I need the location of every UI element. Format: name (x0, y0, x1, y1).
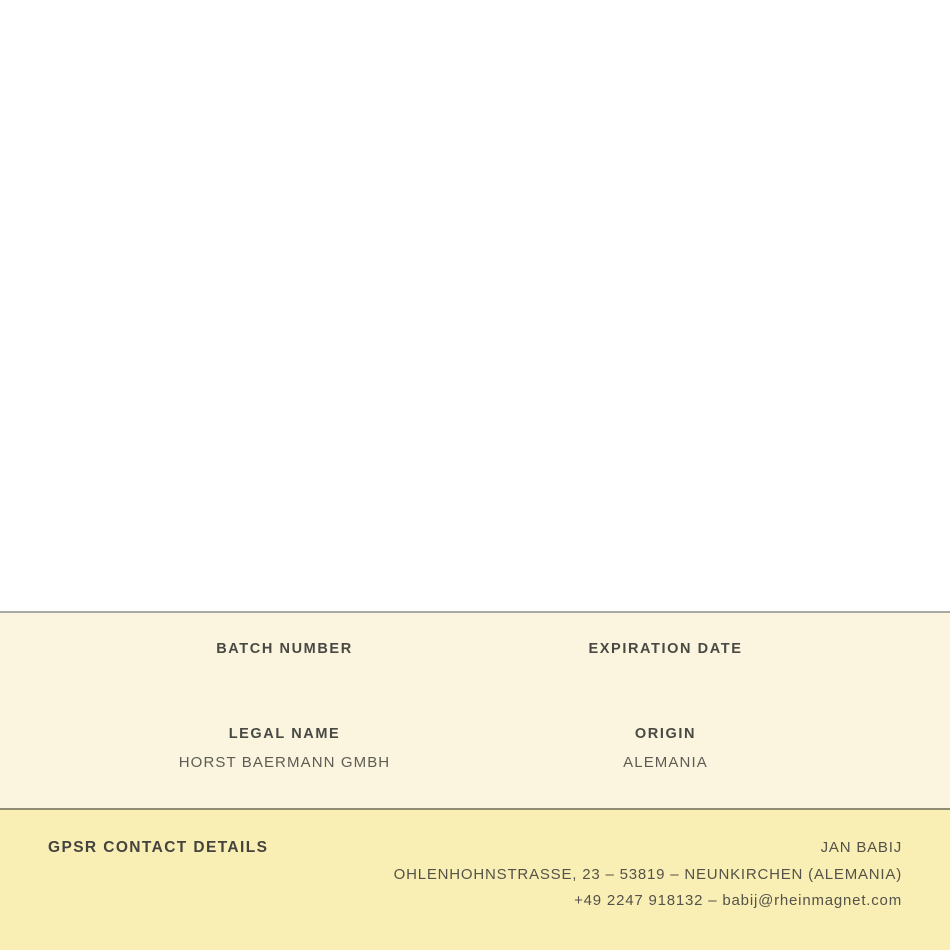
legal-name-label: LEGAL NAME (228, 726, 341, 742)
origin-label: ORIGIN (634, 726, 697, 742)
field-legal-name (94, 724, 475, 773)
batch-number-value (94, 668, 475, 688)
field-expiration-date (475, 639, 856, 688)
gpsr-contact-address: OHLENHOHNSTRASSE, 23 – 53819 – NEUNKIRCHEN (ALEMANIA) (393, 865, 902, 883)
field-batch-number (94, 639, 475, 688)
gpsr-contact-section (0, 808, 950, 950)
gpsr-contact-details (394, 835, 902, 915)
expiration-date-label: EXPIRATION DATE (588, 641, 743, 657)
product-info-section (0, 611, 950, 808)
gpsr-contact-phone-email: +49 2247 918132 – babij@rheinmagnet.com (574, 892, 902, 909)
expiration-date-value (475, 668, 856, 688)
gpsr-contact-title: GPSR CONTACT DETAILS (48, 839, 269, 856)
field-origin (475, 724, 856, 773)
batch-number-label: BATCH NUMBER (216, 641, 353, 657)
legal-name-value: HORST BAERMANN GMBH (178, 754, 391, 771)
gpsr-contact-name: JAN BABIJ (820, 839, 902, 856)
origin-value: ALEMANIA (623, 754, 708, 771)
product-info-grid (94, 613, 856, 773)
